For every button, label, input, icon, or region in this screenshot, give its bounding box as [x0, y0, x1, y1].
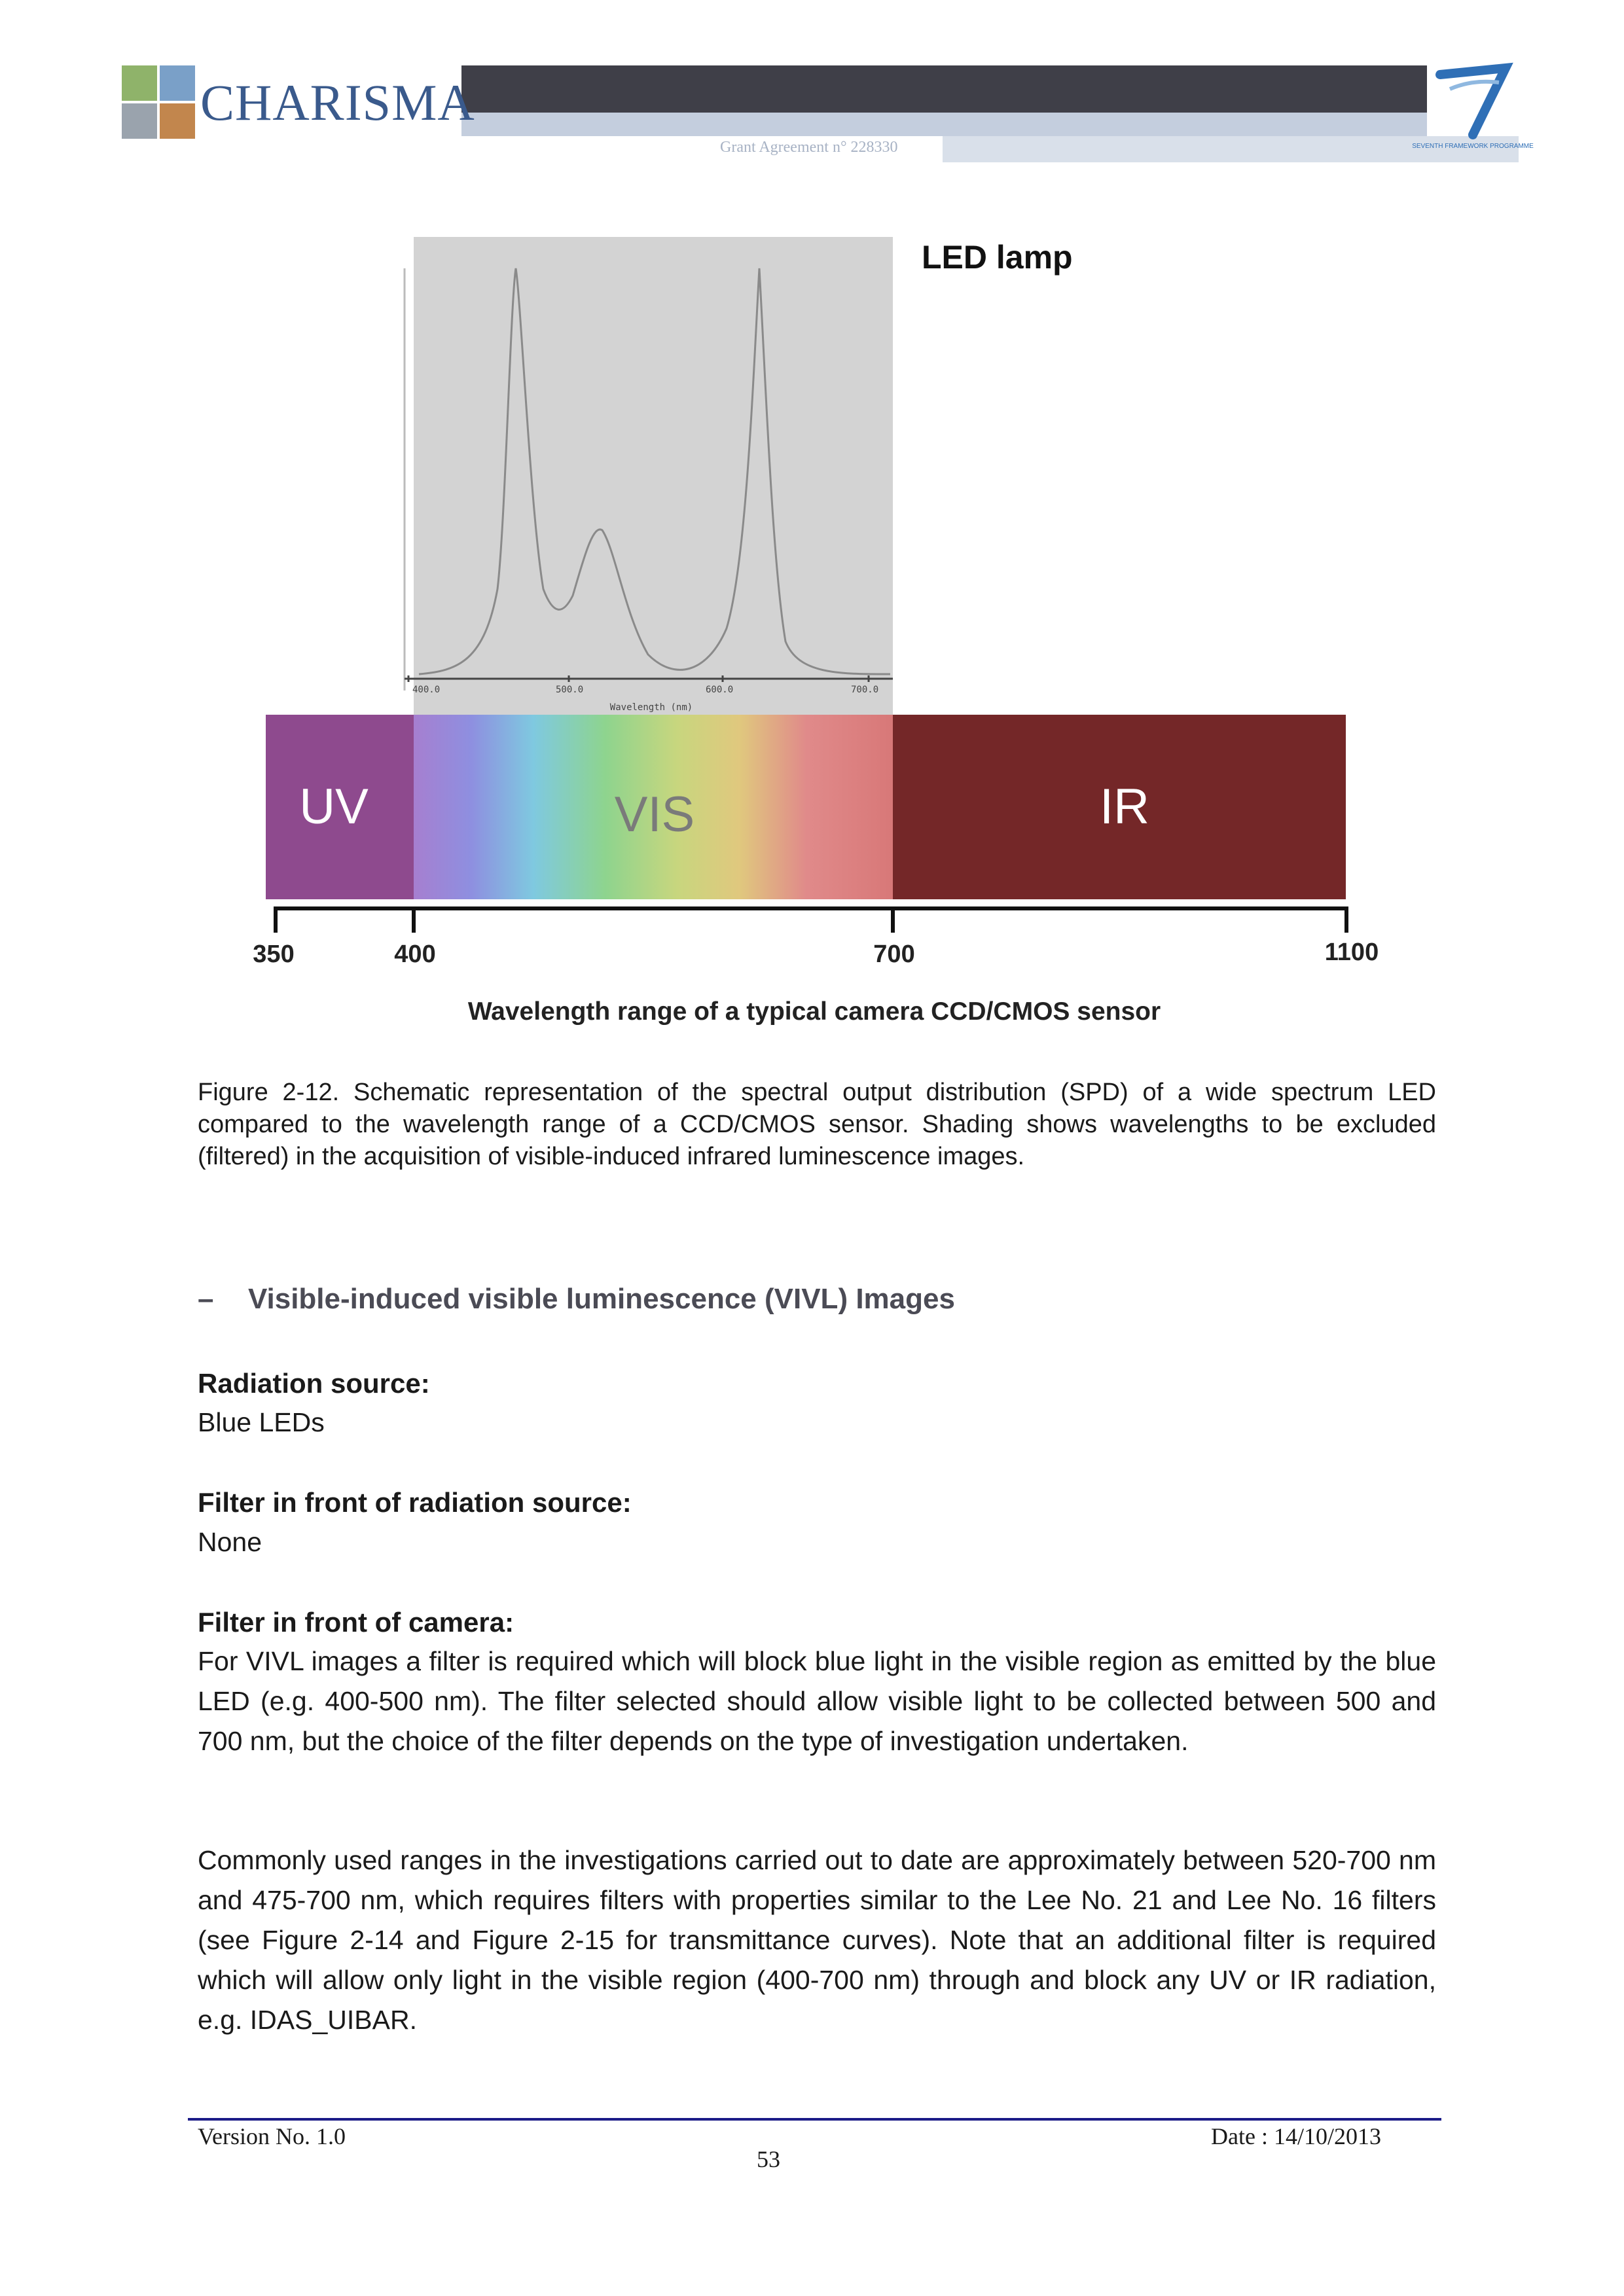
- range-caption: Wavelength range of a typical camera CCD/CMOS sensor: [467, 997, 1161, 1026]
- header-light-band: [458, 113, 1427, 136]
- inset-title: LED lamp: [922, 239, 1073, 276]
- radiation-source-label: Radiation source:: [198, 1368, 430, 1399]
- inset-tick-label: 400.0: [412, 685, 441, 695]
- inset-tick-label: 700.0: [851, 685, 879, 695]
- vis-label: VIS: [614, 787, 695, 842]
- fp7-label: SEVENTH FRAMEWORK PROGRAMME: [1412, 143, 1534, 150]
- radiation-source-value: Blue LEDs: [198, 1407, 325, 1437]
- filter-camera-label: Filter in front of camera:: [198, 1607, 514, 1638]
- ir-label: IR: [1100, 779, 1149, 834]
- scale-tick-label: 700: [873, 941, 915, 968]
- inset-plot-shade: [414, 237, 893, 736]
- inset-tick-label: 600.0: [706, 685, 734, 695]
- scale-tick-label: 1100: [1324, 939, 1379, 966]
- filter-source-value: None: [198, 1527, 262, 1557]
- filter-source-label: Filter in front of radiation source:: [198, 1487, 632, 1518]
- uv-label: UV: [299, 779, 369, 834]
- page-header: [0, 0, 1624, 170]
- footer-version: Version No. 1.0: [198, 2123, 346, 2149]
- heading-text: Visible-induced visible luminescence (VIVL) Images: [247, 1283, 955, 1315]
- figure-caption: Figure 2-12. Schematic representation of the spectral output distribution (SPD) of a wide spectrum LED compared to the wavelength range of a CCD/CMOS sensor. Shading shows wavelengths to be excluded (filtered) in the acquisition of visible-induced infrared luminescence images.: [198, 1079, 1436, 1170]
- charisma-logo-icon: [122, 65, 195, 139]
- spectrum-figure: [0, 223, 1624, 1047]
- scale-tick-label: 350: [253, 941, 295, 968]
- page-number: 53: [757, 2146, 780, 2172]
- ranges-paragraph: Commonly used ranges in the investigations carried out to date are approximately between 520-700 nm and 475-700 nm, which requires filters with properties similar to the Lee No. 21 and Lee No. 16 filters (see Figure 2-14 and Figure 2-15 for transmittance curves). Note that an additional filter is required which will allow only light in the visible region (400-700 nm) through and block any UV or IR radiation, e.g. IDAS_UIBAR.: [198, 1845, 1436, 2035]
- section-heading: [198, 1283, 955, 1316]
- filter-camera-paragraph: For VIVL images a filter is required which will block blue light in the visible region as emitted by the blue LED (e.g. 400-500 nm). The filter selected should allow visible light to be collected between 500 and 700 nm, but the choice of the filter depends on the type of investigation undertaken.: [198, 1646, 1436, 1756]
- header-dark-band: [458, 65, 1427, 113]
- grant-agreement: Grant Agreement n° 228330: [720, 139, 898, 156]
- logo-text: CHARISMA: [200, 74, 475, 131]
- fp7-logo-icon: [1412, 63, 1534, 161]
- inset-tick-label: 500.0: [556, 685, 584, 695]
- scale-tick-label: 400: [394, 941, 436, 968]
- footer-rule: [188, 2118, 1441, 2121]
- heading-dash: –: [198, 1283, 214, 1315]
- footer-date: Date : 14/10/2013: [1211, 2123, 1381, 2149]
- inset-axis-label: Wavelength (nm): [609, 702, 693, 713]
